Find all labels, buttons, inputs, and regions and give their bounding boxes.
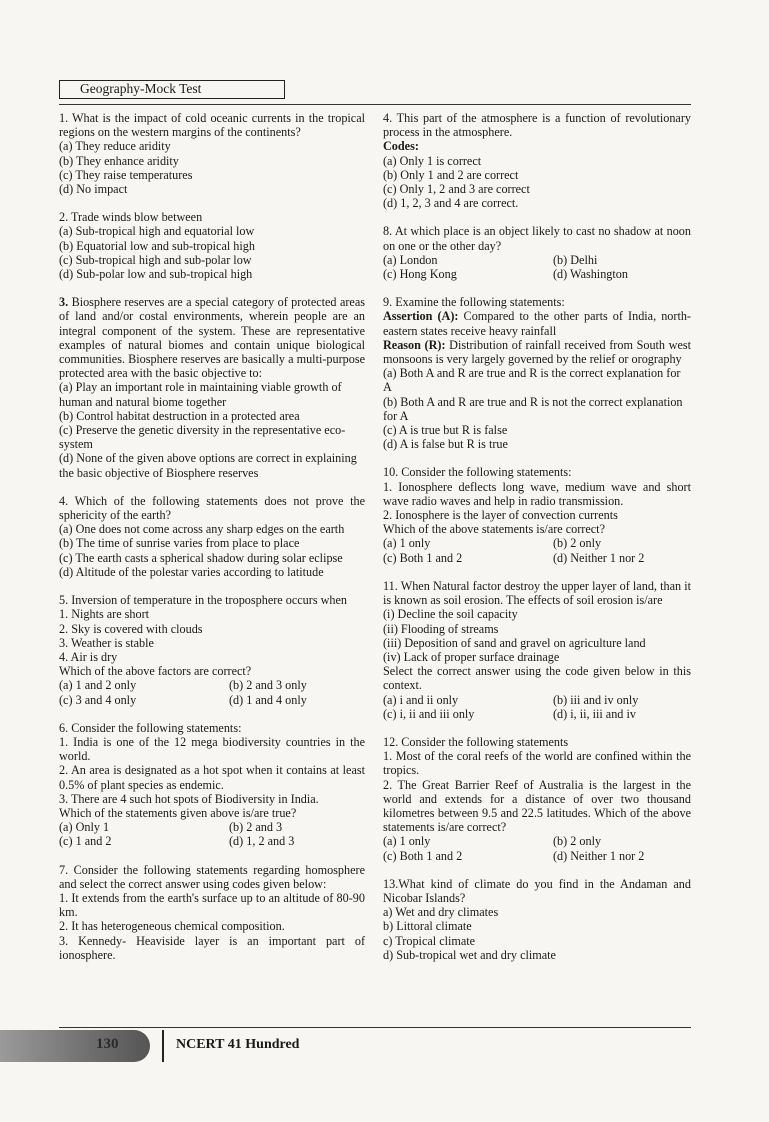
question-stem — [383, 735, 691, 749]
question-stem — [383, 877, 691, 905]
reason-text: Distribution of rainfall received from South west monsoons is very largely governed by the relief or orography — [383, 337, 691, 367]
section-title: Geography-Mock Test — [80, 81, 202, 96]
answer-option: (d) Altitude of the polestar varies according to latitude — [59, 564, 324, 579]
footer-divider — [59, 1027, 691, 1028]
question-stem — [59, 721, 365, 735]
header-divider — [59, 104, 691, 105]
answer-option: (a) Sub-tropical high and equatorial low — [59, 224, 255, 239]
question-block — [383, 579, 691, 721]
question-block — [59, 494, 365, 579]
answer-option: (a) London — [383, 252, 438, 267]
answer-option-row — [383, 536, 691, 550]
question-stem — [59, 494, 365, 522]
answer-option-row — [383, 267, 691, 281]
answer-option: (d) None of the given above options are correct in explaining the basic objective of Biosphere reserves — [59, 451, 357, 480]
statement-line: 1. Nights are short — [59, 607, 150, 622]
statement-line: 3. Weather is stable — [59, 635, 154, 650]
statement-line: 2. An area is designated as a hot spot when it contains at least 0.5% of plant species as endemic. — [59, 763, 365, 792]
statement-line: (i) Decline the soil capacity — [383, 607, 518, 622]
answer-option: (d) Washington — [553, 267, 628, 282]
statement-line: Which of the statements given above is/are true? — [59, 805, 297, 820]
question-stem — [383, 465, 691, 479]
answer-option: (a) 1 only — [383, 834, 431, 849]
answer-option: a) Wet and dry climates — [383, 905, 499, 920]
question-block — [59, 721, 365, 849]
answer-option-row — [383, 253, 691, 267]
statement-line: 3. There are 4 such hot spots of Biodiversity in India. — [59, 791, 319, 806]
book-title: NCERT 41 Hundred — [176, 1037, 300, 1052]
answer-option: (c) Only 1, 2 and 3 are correct — [383, 182, 530, 197]
answer-option: (b) Control habitat destruction in a protected area — [59, 408, 300, 423]
question-block — [383, 877, 691, 962]
reason-label: Reason (R): — [383, 337, 446, 352]
question-stem — [383, 295, 691, 309]
question-block — [383, 111, 691, 210]
statement-line: Select the correct answer using the code given below in this context. — [383, 664, 691, 693]
statement-line: 2. Ionosphere is the layer of convection currents — [383, 508, 618, 523]
answer-option: (a) Both A and R are true and R is the correct explanation for A — [383, 366, 681, 395]
answer-option: (c) 3 and 4 only — [59, 692, 137, 707]
answer-option: (d) 1, 2 and 3 — [229, 834, 295, 849]
page-number: 130 — [96, 1036, 119, 1052]
question-block — [59, 111, 365, 196]
question-text: 10. Consider the following statements: — [383, 465, 572, 480]
answer-option: (b) They enhance aridity — [59, 153, 179, 168]
statement-line: 1. Most of the coral reefs of the world are confined within the tropics. — [383, 749, 691, 778]
question-stem — [59, 863, 365, 891]
answer-option: (a) They reduce aridity — [59, 139, 171, 154]
statement-line: 2. Sky is covered with clouds — [59, 621, 203, 636]
answer-option: (a) i and ii only — [383, 692, 459, 707]
statement-line: 1. It extends from the earth's surface up to an altitude of 80-90 km. — [59, 890, 365, 920]
page-number-tab — [0, 1030, 150, 1062]
codes-label: Codes: — [383, 139, 419, 154]
answer-option: (d) i, ii, iii and iv — [553, 706, 636, 721]
answer-option: (c) i, ii and iii only — [383, 706, 475, 721]
statement-line: (iii) Deposition of sand and gravel on agriculture land — [383, 635, 646, 650]
answer-option: (d) Neither 1 nor 2 — [553, 848, 645, 863]
question-text: 5. Inversion of temperature in the troposphere occurs when — [59, 593, 348, 608]
question-text: 9. Examine the following statements: — [383, 295, 565, 310]
left-column — [59, 111, 365, 976]
question-text: 6. Consider the following statements: — [59, 720, 242, 735]
answer-option: (c) Sub-tropical high and sub-polar low — [59, 252, 252, 267]
statement-line: 2. The Great Barrier Reef of Australia is the largest in the world and extends for a distance of over two thousand kilometres between 9.5 and 22.5 latitudes. Which of the above statements is/are correct? — [383, 777, 691, 835]
codes-label-line — [383, 139, 691, 153]
answer-option-row — [383, 707, 691, 721]
statement-line: Which of the above factors are correct? — [59, 664, 252, 679]
statement-line: 4. Air is dry — [59, 649, 118, 664]
assertion-line — [383, 309, 691, 337]
question-stem — [383, 224, 691, 252]
answer-option-row — [59, 693, 365, 707]
answer-option: (d) 1, 2, 3 and 4 are correct. — [383, 196, 519, 211]
statement-line: (iv) Lack of proper surface drainage — [383, 649, 560, 664]
answer-option: (b) 2 only — [553, 536, 602, 551]
question-block — [383, 465, 691, 564]
answer-option: (b) Only 1 and 2 are correct — [383, 167, 519, 182]
question-text: 1. What is the impact of cold oceanic currents in the tropical regions on the western margins of the continents? — [59, 111, 365, 140]
question-text: 2. Trade winds blow between — [59, 210, 203, 225]
question-block — [59, 210, 365, 281]
answer-option: b) Littoral climate — [383, 919, 472, 934]
answer-option: (c) Both 1 and 2 — [383, 550, 463, 565]
answer-option: (c) Hong Kong — [383, 267, 457, 282]
answer-option: (b) Equatorial low and sub-tropical high — [59, 238, 255, 253]
question-block — [383, 295, 691, 451]
question-text: 11. When Natural factor destroy the upper layer of land, than it is known as soil erosion. The effects of soil erosion is/are — [383, 578, 691, 608]
question-block — [59, 863, 365, 962]
answer-option: (a) 1 and 2 only — [59, 678, 137, 693]
statement-line: 1. Ionosphere deflects long wave, medium wave and short wave radio waves and help in radio transmission. — [383, 479, 691, 508]
assertion-text: Compared to the other parts of India, north-eastern states receive heavy rainfall — [383, 309, 691, 338]
answer-option-row — [59, 820, 365, 834]
answer-option: (d) 1 and 4 only — [229, 692, 307, 707]
question-stem — [59, 111, 365, 139]
answer-option-row — [59, 834, 365, 848]
question-text: Biosphere reserves are a special category of protected areas of land and/or costal environments, wherein people are an integral component of the system. These are representative examples of natural biomes and contain unique biological communities. Biosphere reserves are basically a multi-purpose protected area with the basic objective to: — [59, 295, 365, 381]
answer-option: (b) 2 and 3 — [229, 820, 283, 835]
answer-option-row — [59, 678, 365, 692]
question-text: 4. Which of the following statements does not prove the sphericity of the earth? — [59, 493, 365, 523]
answer-option: (c) They raise temperatures — [59, 167, 193, 182]
reason-line — [383, 338, 691, 366]
question-stem — [59, 210, 365, 224]
question-text: 7. Consider the following statements regarding homosphere and select the correct answer using codes given below: — [59, 862, 365, 891]
answer-option-row — [383, 849, 691, 863]
right-column — [383, 111, 691, 976]
answer-option: (a) 1 only — [383, 536, 431, 551]
answer-option-row — [383, 834, 691, 848]
answer-option: (c) The earth casts a spherical shadow during solar eclipse — [59, 550, 343, 565]
answer-option: (d) Sub-polar low and sub-tropical high — [59, 267, 253, 282]
answer-option: (b) iii and iv only — [553, 692, 639, 707]
answer-option-row — [383, 551, 691, 565]
answer-option-row — [383, 693, 691, 707]
question-block — [383, 224, 691, 281]
answer-option: (d) No impact — [59, 182, 128, 197]
answer-option: (a) Play an important role in maintaining viable growth of human and natural biome together — [59, 380, 342, 409]
question-block — [59, 593, 365, 707]
question-text: 4. This part of the atmosphere is a function of revolutionary process in the atmosphere. — [383, 111, 691, 140]
statement-line: 2. It has heterogeneous chemical composition. — [59, 919, 285, 934]
answer-option: (b) 2 and 3 only — [229, 678, 307, 693]
answer-option: (a) Only 1 is correct — [383, 153, 482, 168]
question-number: 3. — [59, 295, 69, 310]
question-text: 12. Consider the following statements — [383, 734, 569, 749]
statement-line: 3. Kennedy- Heaviside layer is an important part of ionosphere. — [59, 933, 365, 962]
question-stem — [59, 593, 365, 607]
question-text: 13.What kind of climate do you find in the Andaman and Nicobar Islands? — [383, 876, 691, 905]
question-stem — [383, 579, 691, 607]
answer-option: (d) Neither 1 nor 2 — [553, 550, 645, 565]
answer-option: (a) One does not come across any sharp edges on the earth — [59, 522, 345, 537]
footer-separator — [162, 1030, 164, 1062]
answer-option: (c) A is true but R is false — [383, 423, 508, 438]
answer-option: (d) A is false but R is true — [383, 437, 508, 452]
statement-line: (ii) Flooding of streams — [383, 621, 499, 636]
answer-option: c) Tropical climate — [383, 933, 476, 948]
statement-line: Which of the above statements is/are correct? — [383, 522, 605, 537]
answer-option: (c) 1 and 2 — [59, 834, 112, 849]
question-stem — [59, 295, 365, 380]
section-header-box — [59, 80, 285, 99]
answer-option: (b) The time of sunrise varies from place to place — [59, 536, 300, 551]
answer-option: (b) Delhi — [553, 252, 598, 267]
answer-option: (a) Only 1 — [59, 820, 110, 835]
question-text: 8. At which place is an object likely to cast no shadow at noon on one or the other day? — [383, 224, 691, 253]
assertion-label: Assertion (A): — [383, 309, 459, 324]
answer-option: (b) Both A and R are true and R is not the correct explanation for A — [383, 394, 683, 423]
answer-option: (b) 2 only — [553, 834, 602, 849]
question-block — [59, 295, 365, 480]
answer-option: d) Sub-tropical wet and dry climate — [383, 947, 556, 962]
question-stem — [383, 111, 691, 139]
statement-line: 1. India is one of the 12 mega biodiversity countries in the world. — [59, 734, 365, 764]
answer-option: (c) Preserve the genetic diversity in the representative eco-system — [59, 423, 346, 452]
question-block — [383, 735, 691, 863]
answer-option: (c) Both 1 and 2 — [383, 848, 463, 863]
